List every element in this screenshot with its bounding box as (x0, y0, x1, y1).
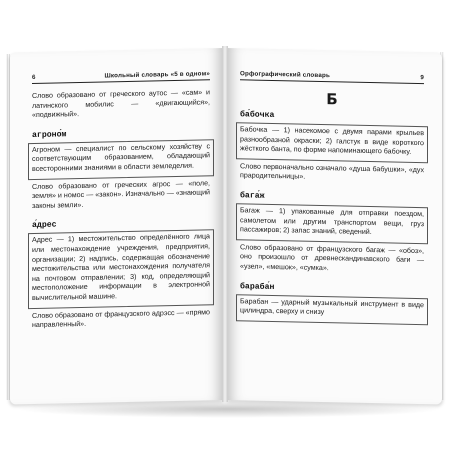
definition-text: Барабан — ударный музыкальный инструмент в виде цилиндра, сверху и снизу (240, 296, 424, 317)
section-letter: Б (326, 90, 338, 109)
page-number: 9 (420, 74, 424, 82)
definition-text: Багаж — 1) упакованные для отправки поездом, самолетом или другим транспортом вещи, груз пассажиров; 2) запас знаний, сведений. (240, 206, 424, 237)
etymology-text: Слово образовано от французского багаж — «обоз», оно произошло от древнескандинавского баги — «узел», «мешок», «сумка». (240, 243, 424, 273)
entry-term: а́дрес (32, 220, 57, 231)
right-page (226, 48, 442, 405)
definition-box (28, 230, 214, 309)
page-number: 6 (32, 73, 36, 82)
definition-text: Бабочка — 1) насекомое с двумя парами крыльев разнообразной окраски; 2) галстук в виде короткого жёсткого банта, по форме напоминающего бабочку. (240, 125, 424, 157)
running-title: Школьный словарь «5 в одном» (104, 70, 210, 80)
definition-box (236, 294, 428, 325)
entry-term: бараба́н (240, 281, 275, 292)
definition-text: Адрес — 1) местожительство определённого лица или местонахождение учреждения, предприятия, организации; 2) надпись, содержащая обозначение местожительства или местонахождения получателя на почтовом отправлении; 3) код, определяющий местоположение информации в электронной вычислительной машине. (32, 232, 210, 302)
intro-paragraph: Слово образовано от греческого аутос — «сам» и латинского мобилис — «двигающийся», «подвижный». (32, 88, 210, 120)
entry-term: агроно́м (32, 130, 67, 140)
running-title: Орфографический словарь (240, 70, 330, 80)
right-page-header (240, 70, 424, 84)
definition-text: Агроном — специалист по сельскому хозяйству с соответствующим образованием, обладающий всесторонними знаниями в области земледелия. (32, 142, 210, 173)
open-book (10, 48, 442, 408)
entry-term: бага́ж (240, 191, 265, 201)
definition-box (236, 122, 428, 163)
left-page-header (32, 70, 210, 84)
etymology-text: Слово образовано от греческих агрос — «поле, земля» и номос — «закон». Изначально — «знающий законы земли». (32, 178, 210, 210)
book-spine (222, 46, 228, 402)
entry-term: ба́бочка (240, 110, 275, 121)
etymology-text: Слово образовано от французского адрэсс — «прямо направленный». (32, 307, 210, 330)
definition-box (28, 139, 214, 180)
left-page (10, 48, 224, 404)
etymology-text: Слово первоначально означало «душа бабушки», «дух прародительницы». (240, 162, 424, 182)
definition-box (236, 203, 428, 244)
